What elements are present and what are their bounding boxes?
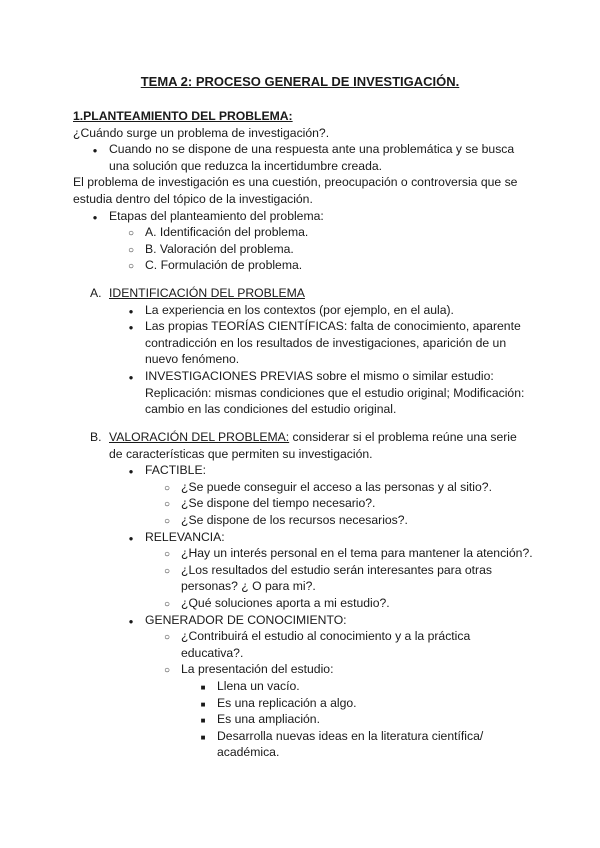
circle-bullet-icon xyxy=(160,628,174,647)
definition-text: El problema de investigación es una cuestión, preocupación o controversia que se estudia dentro del tópico de la investigación. xyxy=(73,175,518,206)
list-item: ■ Es una ampliación. xyxy=(73,711,533,728)
list-item: ○ La presentación del estudio: xyxy=(73,661,533,678)
section-a-heading-item xyxy=(73,285,533,302)
section-heading: 1.PLANTEAMIENTO DEL PROBLEMA: xyxy=(73,109,293,123)
stages-list xyxy=(73,208,533,274)
list-item: ○ ¿Qué soluciones aporta a mi estudio?. xyxy=(73,595,533,612)
bullet-icon xyxy=(88,141,102,160)
list-item: ● Cuando no se dispone de una respuesta ante una problemática y se busca una solución que reduzca la incertidumbre creada. xyxy=(73,141,533,174)
circle-bullet-icon xyxy=(124,257,138,276)
list-item: ○ ¿Los resultados del estudio serán interesantes para otras personas? ¿ O para mi?. xyxy=(73,562,533,595)
list-item: ■ Llena un vacío. xyxy=(73,678,533,695)
list-item: ● GENERADOR DE CONOCIMIENTO: xyxy=(73,612,533,629)
list-item: ○ ¿Hay un interés personal en el tema para mantener la atención?. xyxy=(73,545,533,562)
section-b-heading-item xyxy=(73,429,533,462)
list-item: ● Las propias TEORÍAS CIENTÍFICAS: falta de conocimiento, aparente contradicción en los resultados de investigaciones, aparición de un nuevo fenómeno. xyxy=(73,318,533,368)
list-item: ● Etapas del planteamiento del problema: xyxy=(73,208,533,225)
list-item: ● RELEVANCIA: xyxy=(73,529,533,546)
list-marker: A. xyxy=(90,286,102,300)
list-item: ○ ¿Se dispone del tiempo necesario?. xyxy=(73,495,533,512)
section-identificacion xyxy=(73,285,533,418)
list-item: ● La experiencia en los contextos (por ejemplo, en el aula). xyxy=(73,302,533,319)
list-marker: B. xyxy=(90,430,102,444)
list-item: ● FACTIBLE: xyxy=(73,462,533,479)
bullet-icon xyxy=(124,368,138,387)
list-item: ● INVESTIGACIONES PREVIAS sobre el mismo o similar estudio: Replicación: mismas condiciones que el estudio original; Modificación: cambio en las condiciones del estudio original. xyxy=(73,368,533,418)
list-item: ○ ¿Contribuirá el estudio al conocimiento y a la práctica educativa?. xyxy=(73,628,533,661)
section-b-heading: VALORACIÓN DEL PROBLEMA: xyxy=(109,430,290,444)
list-item: ■ Es una replicación a algo. xyxy=(73,695,533,712)
section-valoracion xyxy=(73,429,533,761)
circle-bullet-icon xyxy=(160,562,174,581)
list-item: ■ Desarrolla nuevas ideas en la literatura científica/ académica. xyxy=(73,728,533,761)
document-title: TEMA 2: PROCESO GENERAL DE INVESTIGACIÓN. xyxy=(140,74,460,89)
section-a-heading: IDENTIFICACIÓN DEL PROBLEMA xyxy=(109,286,305,300)
bullet-icon xyxy=(124,318,138,337)
list-item: ○ A. Identificación del problema. xyxy=(73,224,533,241)
list-item: ○ ¿Se puede conseguir el acceso a las personas y al sitio?. xyxy=(73,479,533,496)
question-text: ¿Cuándo surge un problema de investigación?. xyxy=(73,125,330,140)
section-b-intro: considerar si el problema reúne una serie de características que permiten su investigación. xyxy=(109,430,517,461)
square-bullet-icon xyxy=(196,728,210,747)
section-planteamiento xyxy=(73,108,533,274)
list-item: ○ C. Formulación de problema. xyxy=(73,257,533,274)
list-item: ○ ¿Se dispone de los recursos necesarios?. xyxy=(73,512,533,529)
bullet-list xyxy=(73,141,533,174)
list-item: ○ B. Valoración del problema. xyxy=(73,241,533,258)
